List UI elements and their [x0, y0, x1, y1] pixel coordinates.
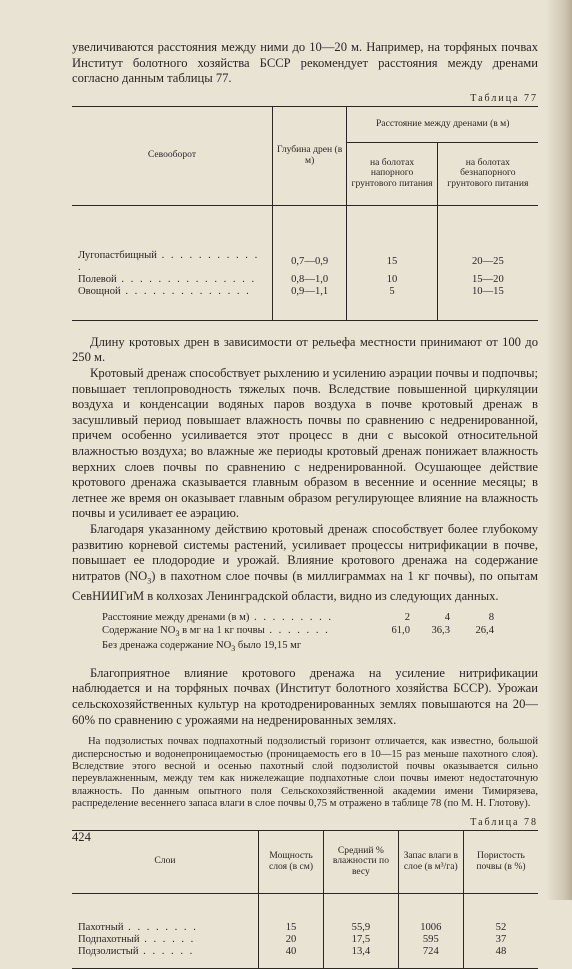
stat-row-content: Содержание $NO_3$ в мг на 1 кг почвы . . . . . . . 61,0 36,3 26,4: [102, 624, 494, 638]
t77-row-name: Лугопастбищный: [78, 249, 157, 261]
leader-dots: . . . . . . . . . . . . . . .: [116, 273, 257, 285]
table-row: Подпахотный . . . . . . 20 17,5 595 37: [72, 934, 538, 946]
t77-nonpressure: 10—15: [471, 285, 504, 297]
paragraph-yield: Благоприятное влияние кротового дренажа на усиление нитрификации наблюдается и на торфяных почвах (Институт болотного хозяйства БССР). Урожаи сельскохозяйственных культур на кротодренированных землях повышаются на 20—60% по сравнению с урожаями на недренированных землях.: [72, 665, 538, 727]
t77-row-name: Полевой: [78, 273, 117, 285]
t77-depth: 0,7—0,9: [272, 250, 347, 274]
table-row: [72, 274, 538, 286]
t77-header-nonpressure: на болотах безнапорного грунтового питания: [437, 142, 538, 205]
intro-paragraph: увеличиваются расстояния между ними до 10—20 м. Например, на торфяных почвах Институт болотного хозяйства БССР рекомендует расстояния между дренами согласно данным таблицы 77.: [72, 40, 538, 86]
table77-caption: Таблица 77: [470, 92, 538, 104]
leader-dots: . . . . . . . . . . . .: [78, 249, 260, 273]
table78-caption: Таблица 78: [470, 816, 538, 828]
page-edge-shadow: [546, 0, 572, 900]
t78-header-thickness: Мощность слоя (в см): [258, 830, 323, 893]
table-78: [72, 830, 538, 969]
t78-header-moisture: Средний % влажности по весу: [324, 830, 399, 893]
paragraph-podzol: На подзолистых почвах подпахотный подзолистый горизонт отличается, как известно, большой дисперсностью и водонепроницаемостью (проницаемость его в 10—15 раз меньше пахотного слоя). Вследствие этого весной и осенью пахотный слой подзолистой почвы оказывается сильно переувлажненным, между тем как нижележащие подпахотные слои почвы имеют недостаточную влажность. По данным опытного поля Сельскохозяйственной академии имени Тимирязева, распределение весеннего запаса влаги в слое почвы 0,75 м отражено в таблице 78 (по М. Н. Глотову).: [72, 736, 538, 810]
t78-header-stock: Запас влаги в слое (в м³/га): [398, 830, 463, 893]
t78-header-layers: Слои: [72, 830, 258, 893]
page-number: 424: [72, 830, 91, 844]
table-row: Пахотный . . . . . . . . 15 55,9 1006 52: [72, 922, 538, 934]
t77-pressure: 15: [347, 250, 437, 274]
paragraph-mole-drainage: Кротовый дренаж способствует рыхлению и усилению аэрации почвы и подпочвы; повышает теплопроводность тяжелых почв. Вследствие повышенной циркуляции воздуха и конденсации водяных паров воздуха в почве кротовый дренаж в засушливый период повышает влажность почвы по сравнению с недренированной, причем особенно усиливается этот процесс в дни с высокой относительной влажностью воздуха; во влажные же периоды кротовый дренаж понижает влажность верхних слоев почвы по сравнению с недренированной. Осушающее действие кротового дренажа сказывается главным образом в весенние и осенние месяцы; в летнее же время он оказывает главным образом регулирующее влияние на влажность почвы и усиливает ее аэрацию.: [72, 365, 538, 521]
nitrate-stats: [102, 612, 538, 655]
table-row: Подзолистый . . . . . . 40 13,4 724 48: [72, 946, 538, 958]
t77-pressure: 10: [347, 274, 437, 286]
t77-depth: 0,8—1,0: [272, 274, 347, 286]
t77-header-depth: Глубина дрен (в м): [272, 106, 347, 205]
t77-row-name: Овощной: [78, 285, 121, 297]
t77-header-distance: Расстояние между дренами (в м): [347, 106, 538, 142]
leader-dots: . . . . . . . . . . . . . .: [120, 285, 251, 297]
t77-nonpressure: 15—20: [471, 273, 504, 285]
t77-depth: 0,9—1,1: [272, 286, 347, 298]
stat-row-distance: Расстояние между дренами (в м) . . . . . . . . . 2 4 8: [102, 612, 494, 624]
paragraph-drain-length: Длину кротовых дрен в зависимости от рельефа местности принимают от 100 до 250 м.: [72, 334, 538, 365]
table-row: [72, 250, 538, 274]
t78-header-porosity: Пористость почвы (в %): [463, 830, 538, 893]
t77-nonpressure: 20—25: [471, 255, 504, 267]
table-77: [72, 106, 538, 321]
t77-header-pressure: на болотах напорного грунтового питания: [347, 142, 437, 205]
table-row: [72, 286, 538, 298]
stat-row-nodrain: Без дренажа содержание $NO_3$ было 19,15 мг: [102, 640, 302, 654]
t77-header-crop: Севооборот: [72, 106, 272, 205]
paragraph-nitrification: Благодаря указанному действию кротовый дренаж способствует более глубокому развитию корневой системы растений, усиливает процессы нитрификации в почве, повышает ее плодородие и урожай. Влияние кротового дренажа на содержание нитратов $(NO_3)$ в пахотном слое почвы (в миллиграммах на 1 кг почвы), по опытам СевНИИГиМ в колхозах Ленинградской области, видно из следующих данных.: [72, 521, 539, 603]
t77-pressure: 5: [347, 286, 437, 298]
